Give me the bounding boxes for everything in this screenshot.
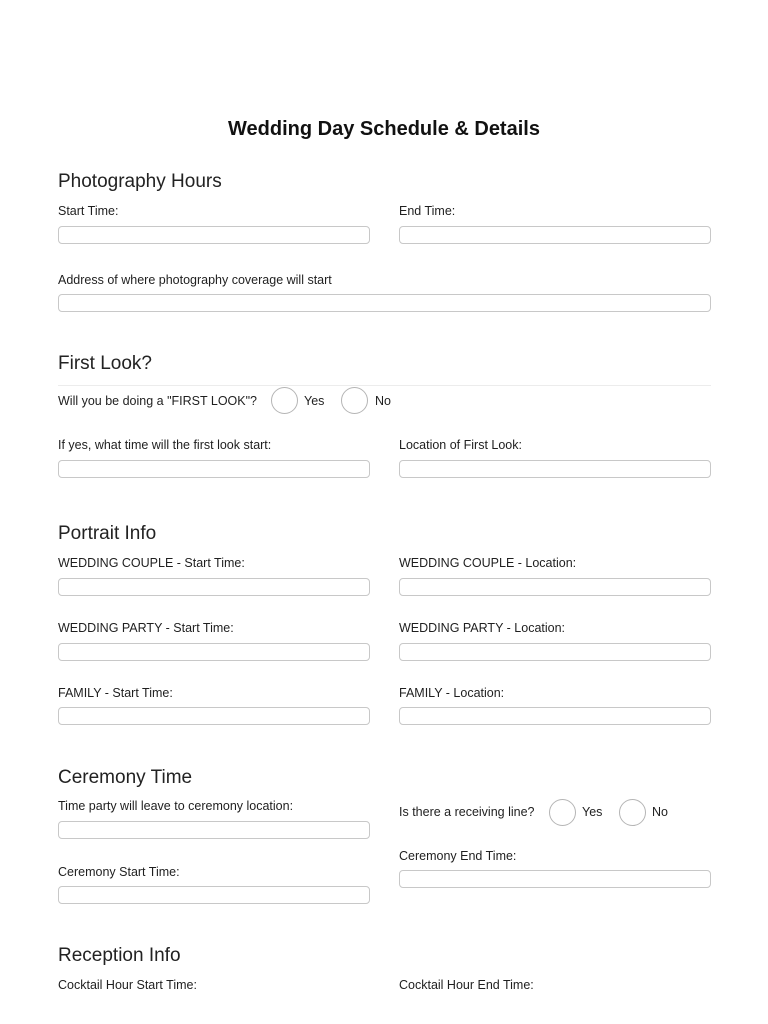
ceremony-end-label: Ceremony End Time: <box>399 849 517 863</box>
first-look-location-label: Location of First Look: <box>399 438 522 452</box>
section-heading-first-look: First Look? <box>58 353 152 374</box>
address-label: Address of where photography coverage will start <box>58 273 332 287</box>
end-time-label: End Time: <box>399 204 456 218</box>
section-heading-ceremony: Ceremony Time <box>58 767 193 788</box>
address-field[interactable] <box>58 294 711 312</box>
cocktail-end-label: Cocktail Hour End Time: <box>399 978 534 992</box>
family-location-field[interactable] <box>399 707 711 725</box>
party-start-field[interactable] <box>58 643 370 661</box>
start-time-label: Start Time: <box>58 204 119 218</box>
couple-location-field[interactable] <box>399 578 711 596</box>
first-look-question: Will you be doing a "FIRST LOOK"? <box>58 394 258 408</box>
ceremony-start-label: Ceremony Start Time: <box>58 865 180 879</box>
receiving-line-no-radio[interactable] <box>619 799 646 826</box>
party-location-label: WEDDING PARTY - Location: <box>399 621 566 635</box>
first-look-time-label: If yes, what time will the first look start: <box>58 438 272 452</box>
couple-start-field[interactable] <box>58 578 370 596</box>
section-heading-reception: Reception Info <box>58 945 181 966</box>
receiving-line-no-label: No <box>652 805 668 819</box>
receiving-line-yes-label: Yes <box>582 805 603 819</box>
first-look-no-label: No <box>375 394 391 408</box>
party-location-field[interactable] <box>399 643 711 661</box>
leave-time-label: Time party will leave to ceremony location: <box>58 799 294 813</box>
receiving-line-question: Is there a receiving line? <box>399 805 535 819</box>
end-time-field[interactable] <box>399 226 711 244</box>
first-look-yes-radio[interactable] <box>271 387 298 414</box>
receiving-line-yes-radio[interactable] <box>549 799 576 826</box>
first-look-no-radio[interactable] <box>341 387 368 414</box>
section-heading-portrait: Portrait Info <box>58 523 157 544</box>
family-start-label: FAMILY - Start Time: <box>58 686 173 700</box>
first-look-yes-label: Yes <box>304 394 325 408</box>
leave-time-field[interactable] <box>58 821 370 839</box>
first-look-location-field[interactable] <box>399 460 711 478</box>
ceremony-end-field[interactable] <box>399 870 711 888</box>
family-location-label: FAMILY - Location: <box>399 686 505 700</box>
party-start-label: WEDDING PARTY - Start Time: <box>58 621 234 635</box>
ceremony-start-field[interactable] <box>58 886 370 904</box>
family-start-field[interactable] <box>58 707 370 725</box>
couple-start-label: WEDDING COUPLE - Start Time: <box>58 556 245 570</box>
cocktail-start-label: Cocktail Hour Start Time: <box>58 978 197 992</box>
section-heading-photography: Photography Hours <box>58 171 222 192</box>
page-title: Wedding Day Schedule & Details <box>228 118 540 140</box>
first-look-time-field[interactable] <box>58 460 370 478</box>
section-divider <box>58 385 711 386</box>
couple-location-label: WEDDING COUPLE - Location: <box>399 556 577 570</box>
start-time-field[interactable] <box>58 226 370 244</box>
